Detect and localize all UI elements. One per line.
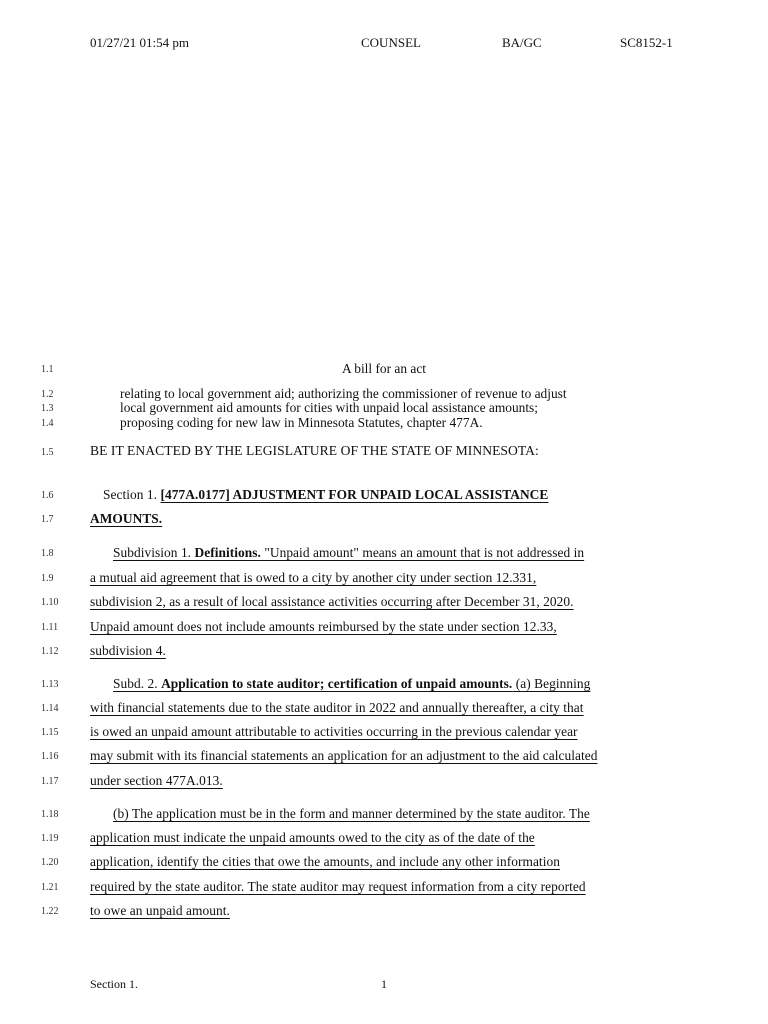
line-number: 1.16 xyxy=(41,751,59,762)
header-office: COUNSEL xyxy=(361,35,421,50)
line-number: 1.15 xyxy=(41,727,59,738)
subd2-heading: Application to state auditor; certification of unpaid amounts. xyxy=(161,676,513,691)
line-number: 1.13 xyxy=(41,679,59,690)
line-number: 1.2 xyxy=(41,389,54,400)
footer-section-label: Section 1. xyxy=(90,977,138,991)
line-number: 1.4 xyxy=(41,418,54,429)
line-number: 1.19 xyxy=(41,833,59,844)
subd1-line: subdivision 4. xyxy=(90,643,166,658)
para-b-line: application must indicate the unpaid amounts owed to the city as of the date of the xyxy=(90,830,535,845)
section-heading-line2 xyxy=(90,511,162,527)
line-number: 1.18 xyxy=(41,809,59,820)
line-number: 1.12 xyxy=(41,646,59,657)
line-number: 1.17 xyxy=(41,776,59,787)
para-b-line: application, identify the cities that owe the amounts, and include any other information xyxy=(90,854,560,869)
subd1-line: Unpaid amount does not include amounts reimbursed by the state under section 12.33, xyxy=(90,619,557,634)
line-number: 1.10 xyxy=(41,597,59,608)
subd2-line: is owed an unpaid amount attributable to activities occurring in the previous calendar year xyxy=(90,724,578,739)
line-number: 1.9 xyxy=(41,573,54,584)
subd1-line: a mutual aid agreement that is owed to a city by another city under section 12.331, xyxy=(90,570,537,585)
section-heading-cont: AMOUNTS. xyxy=(90,511,163,526)
line-number: 1.20 xyxy=(41,857,59,868)
line-number: 1.14 xyxy=(41,703,59,714)
subd2-first-line xyxy=(113,676,590,692)
subd1-line: subdivision 2, as a result of local assistance activities occurring after December 31, 2020. xyxy=(90,594,574,609)
subd1-text: "Unpaid amount" means an amount that is not addressed in xyxy=(260,545,585,560)
header-initials: BA/GC xyxy=(502,35,542,50)
relating-line: local government aid amounts for cities with unpaid local assistance amounts; xyxy=(120,400,538,415)
section-heading-line1 xyxy=(103,487,548,503)
enacting-clause: BE IT ENACTED BY THE LEGISLATURE OF THE STATE OF MINNESOTA: xyxy=(90,443,539,458)
line-number: 1.7 xyxy=(41,514,54,525)
subd1-heading: Definitions. xyxy=(194,545,261,560)
para-b-line: required by the state auditor. The state auditor may request information from a city reported xyxy=(90,879,586,894)
relating-line: relating to local government aid; authorizing the commissioner of revenue to adjust xyxy=(120,386,567,401)
subd2-text: (a) Beginning xyxy=(512,676,591,691)
subd1-first-line xyxy=(113,545,584,561)
line-number: 1.22 xyxy=(41,906,59,917)
header-datetime: 01/27/21 01:54 pm xyxy=(90,35,189,50)
para-b-line: (b) The application must be in the form and manner determined by the state auditor. The xyxy=(113,806,590,821)
page-number: 1 xyxy=(381,977,387,991)
line-number: 1.21 xyxy=(41,882,59,893)
line-number: 1.8 xyxy=(41,548,54,559)
header-bill-code: SC8152-1 xyxy=(620,35,673,50)
subd2-line: may submit with its financial statements an application for an adjustment to the aid calculated xyxy=(90,748,598,763)
relating-line: proposing coding for new law in Minnesota Statutes, chapter 477A. xyxy=(120,415,483,430)
line-number: 1.6 xyxy=(41,490,54,501)
section-prefix: Section 1. xyxy=(103,487,161,502)
section-heading: [477A.0177] ADJUSTMENT FOR UNPAID LOCAL ASSISTANCE xyxy=(160,487,549,502)
line-number: 1.5 xyxy=(41,447,54,458)
subd2-line: under section 477A.013. xyxy=(90,773,223,788)
subd1-label: Subdivision 1. xyxy=(113,545,195,560)
line-number: 1.1 xyxy=(41,364,54,375)
line-number: 1.3 xyxy=(41,403,54,414)
subd2-line: with financial statements due to the state auditor in 2022 and annually thereafter, a city that xyxy=(90,700,584,715)
subd2-label: Subd. 2. xyxy=(113,676,162,691)
bill-title: A bill for an act xyxy=(341,361,427,376)
para-b-line: to owe an unpaid amount. xyxy=(90,903,230,918)
line-number: 1.11 xyxy=(41,622,59,633)
